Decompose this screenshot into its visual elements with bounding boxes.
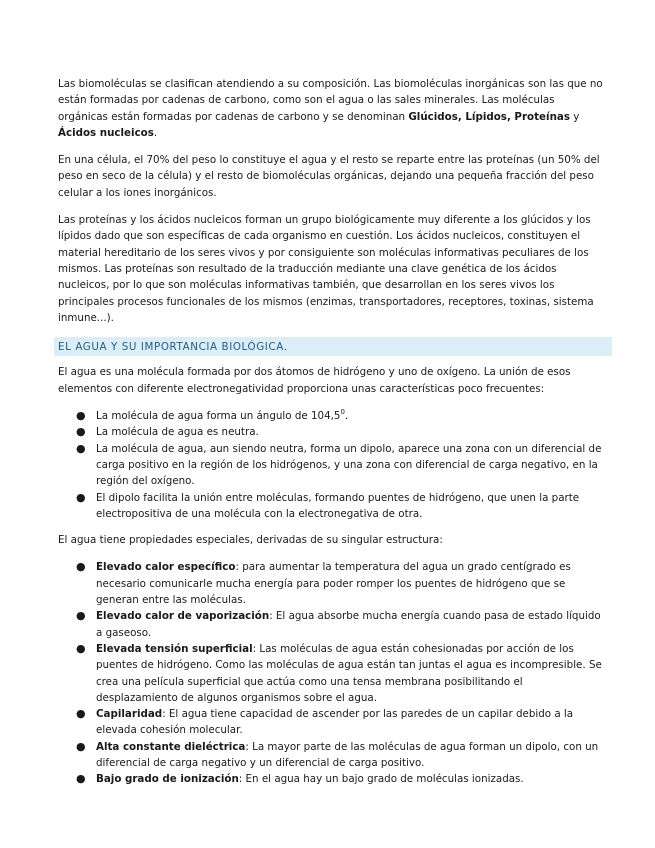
properties-list-water [58,559,606,787]
text-run: : La mayor parte de las moléculas de agua forman un dipolo, con un diferencial de carga negativo y un diferencial de carga positivo. [96,740,599,769]
intro-paragraph-2: En una célula, el 70% del peso lo constituye el agua y el resto se reparte entre las proteínas (un 50% del peso en seco de la célula) y el resto de biomoléculas orgánicas, dejando una pequeña fracción del peso celular a los iones inorgánicos. [58,154,600,199]
text-run: : para aumentar la temperatura del agua un grado centígrado es necesario comunicarle mucha energía para poder romper los puentes de hidrógeno que se generan entre las moléculas. [96,561,571,607]
bullet-icon: ● [76,641,86,655]
properties-list-molecule [58,408,606,522]
bullet-icon: ● [76,409,86,423]
list-item [76,771,606,787]
text-run: . [153,126,158,139]
text-run: : Las moléculas de agua están cohesionadas por acción de los puentes de hidrógeno. Como las moléculas de agua están tan juntas el agua es incompresible. Se crea una película superficial que actúa como una tensa membrana posibilitando el desplazamiento de algunos organismos sobre el agua. [96,642,602,704]
text-run: La molécula de agua, aun siendo neutra, forma un dipolo, aparece una zona con un diferencial de carga positivo en la región de los hidrógenos, y una zona con diferencial de carga negativo, en la región del oxígeno. [96,442,602,488]
text-run: y [569,110,580,123]
bullet-icon: ● [76,425,86,439]
bold-term: Bajo grado de ionización [96,773,239,786]
text-run: Las biomoléculas se clasifican atendiendo a su composición. Las biomoléculas inorgánicas son las que no están formadas por cadenas de carbono, como son el agua o las sales minerales. Las moléculas orgánicas están formadas por cadenas de carbono y se denominan [58,78,603,123]
list-item [76,424,606,440]
bullet-icon: ● [76,609,86,623]
bold-term: Alta constante dieléctrica [96,740,246,753]
section-heading: EL AGUA Y SU IMPORTANCIA BIOLÓGICA. [54,337,612,356]
list-item [76,408,606,424]
list-item [76,559,606,608]
list-item [76,641,606,706]
section-paragraph-1: El agua es una molécula formada por dos átomos de hidrógeno y uno de oxígeno. La unión de esos elementos con diferente electronegatividad proporciona unas características poco frecuentes: [58,366,571,395]
bullet-icon: ● [76,441,86,455]
bold-term: Elevada tensión superficial [96,642,253,655]
text-run: : En el agua hay un bajo grado de moléculas ionizadas. [238,773,524,786]
intro-paragraph-1 [58,76,606,141]
document-content [58,76,606,798]
list-item [76,739,606,772]
list-item [76,608,606,641]
text-run: : El agua absorbe mucha energía cuando pasa de estado líquido a gaseoso. [96,610,601,639]
bullet-icon: ● [76,772,86,786]
list-item [76,441,606,490]
bold-term: Elevado calor específico [96,561,236,574]
bold-term: Glúcidos, Lípidos, Proteínas [408,110,570,123]
text-run: La molécula de agua es neutra. [96,426,259,439]
list-item [76,706,606,739]
bullet-icon: ● [76,739,86,753]
bullet-icon: ● [76,490,86,504]
section-paragraph-2: El agua tiene propiedades especiales, derivadas de su singular estructura: [58,534,443,547]
text-run: : El agua tiene capacidad de ascender por las paredes de un capilar debido a la elevada cohesión molecular. [96,708,574,737]
bullet-icon: ● [76,560,86,574]
text-run: . [344,410,349,423]
list-item [76,490,606,523]
text-run: La molécula de agua forma un ángulo de 104,5 [96,410,341,423]
bold-term: Ácidos nucleicos [58,126,154,139]
bullet-icon: ● [76,707,86,721]
bold-term: Capilaridad [96,708,163,721]
bold-term: Elevado calor de vaporización [96,610,270,623]
superscript: 0 [340,408,345,417]
intro-paragraph-3: Las proteínas y los ácidos nucleicos forman un grupo biológicamente muy diferente a los glúcidos y los lípidos dado que son específicas de cada organismo en cuestión. Los ácidos nucleicos, constituyen el material hereditario de los seres vivos y por consiguiente son moléculas informativas peculiares de los mismos. Las proteínas son resultado de la traducción mediante una clave genética de los ácidos nucleicos, por lo que son moléculas informativas también, que desarrollan en los seres vivos los principales procesos funcionales de los mismos (enzimas, transportadores, receptores, toxinas, sistema inmune...). [58,214,594,324]
text-run: El dipolo facilita la unión entre moléculas, formando puentes de hidrógeno, que unen la parte electropositiva de una molécula con la electronegativa de otra. [96,491,580,520]
